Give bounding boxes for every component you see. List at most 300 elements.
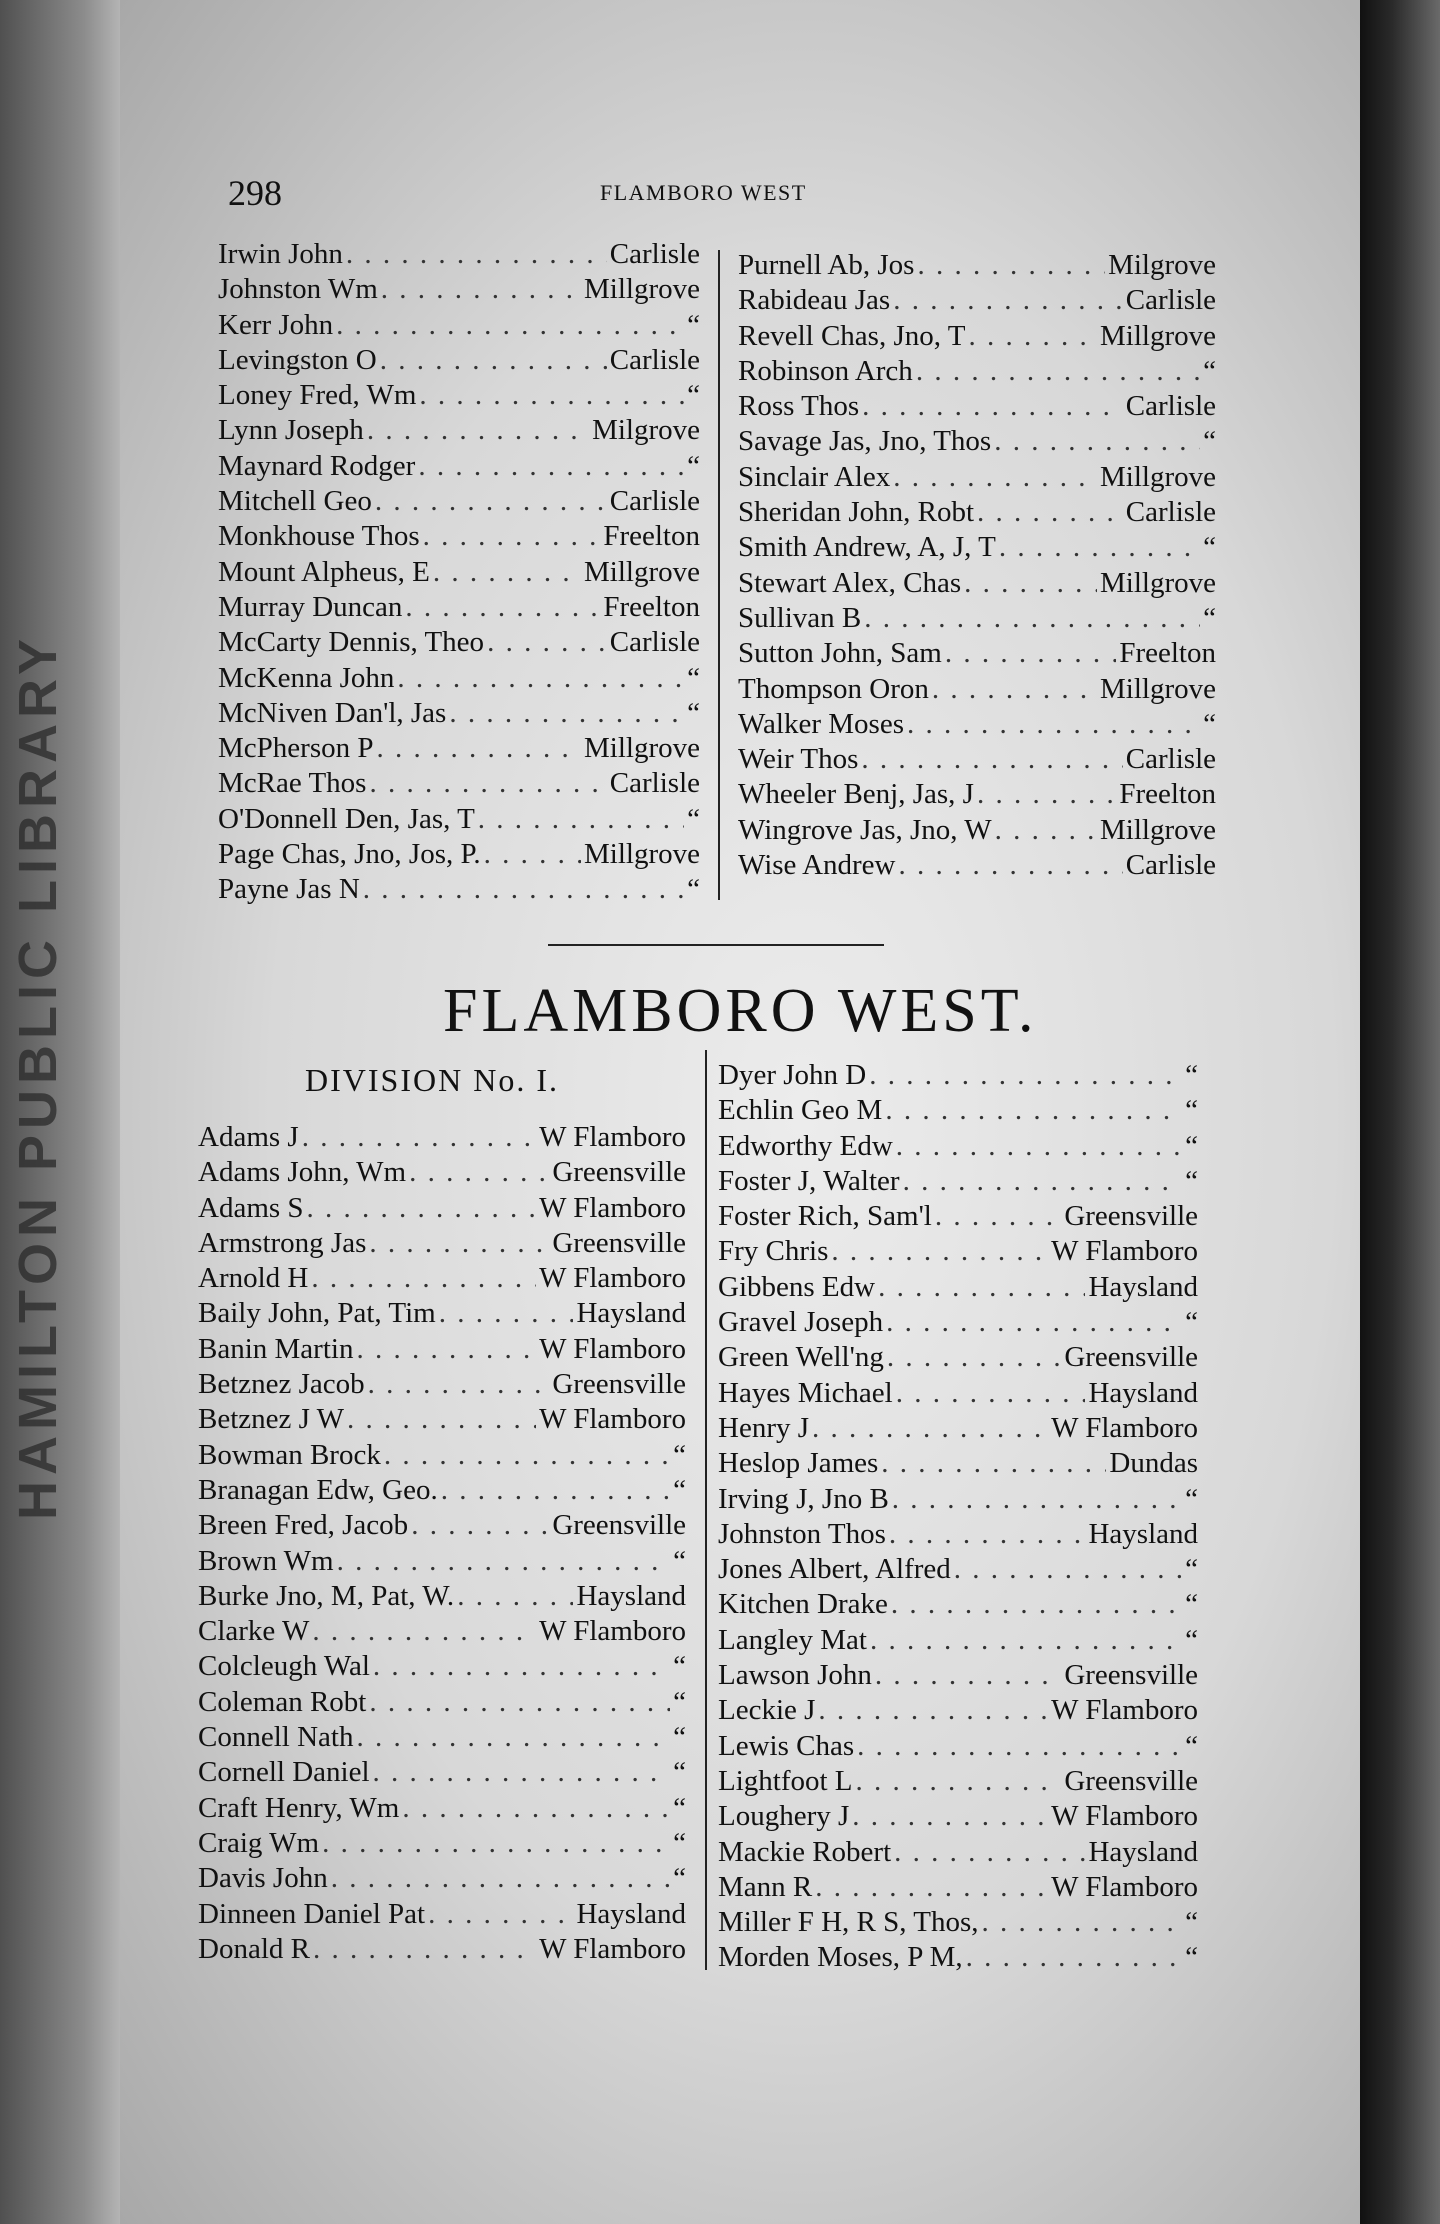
directory-entry <box>718 1870 1198 1905</box>
resident-name: Adams J <box>198 1121 299 1153</box>
dot-leader <box>864 601 1200 636</box>
dot-leader <box>893 460 1097 495</box>
directory-entry <box>738 707 1216 742</box>
dot-leader <box>875 1658 1061 1693</box>
post-office: “ <box>1185 1059 1198 1091</box>
directory-entry <box>218 802 700 837</box>
post-office: Greensville <box>552 1226 686 1259</box>
post-office: Millgrove <box>1100 460 1216 493</box>
directory-entry <box>718 1552 1198 1587</box>
directory-entry <box>738 530 1216 565</box>
directory-entry <box>198 1861 686 1896</box>
dot-leader <box>418 449 684 484</box>
resident-name: Colcleugh Wal <box>198 1650 370 1683</box>
dot-leader <box>380 343 607 378</box>
dot-leader <box>917 248 1105 283</box>
division-heading: DIVISION No. I. <box>305 1062 559 1098</box>
resident-name: Wheeler Benj, Jas, J <box>738 778 974 811</box>
resident-name: Monkhouse Thos <box>218 520 420 553</box>
resident-name: Johnston Thos <box>718 1517 886 1550</box>
directory-entry <box>718 1129 1198 1164</box>
directory-entry <box>718 1234 1198 1269</box>
dot-leader <box>478 802 684 837</box>
post-office: W Flamboro <box>539 1332 686 1365</box>
post-office: Greensville <box>1064 1764 1198 1797</box>
post-office: “ <box>1185 1553 1198 1586</box>
page-number: 298 <box>228 173 282 213</box>
resident-name: Loney Fred, Wm <box>218 379 417 412</box>
directory-entry <box>718 1729 1198 1764</box>
resident-name: Rabideau Jas <box>738 284 891 317</box>
resident-name: Stewart Alex, Chas <box>738 566 962 599</box>
dot-leader <box>869 1058 1182 1093</box>
directory-entry <box>198 1897 686 1932</box>
resident-name: Robinson Arch <box>738 354 913 387</box>
dot-leader <box>815 1870 1048 1905</box>
resident-name: Sinclair Alex <box>738 460 891 493</box>
post-office: Milgrove <box>1108 249 1216 281</box>
post-office: “ <box>1185 1941 1198 1974</box>
resident-name: Adams S <box>198 1191 304 1224</box>
resident-name: Sullivan B <box>738 601 862 634</box>
dot-leader <box>449 696 684 731</box>
dot-leader <box>433 555 581 590</box>
post-office: Haysland <box>1088 1517 1198 1550</box>
directory-entry <box>738 566 1216 601</box>
resident-name: Betznez J W <box>198 1403 345 1436</box>
dot-leader <box>397 661 684 696</box>
dot-leader <box>852 1799 1048 1834</box>
post-office: Millgrove <box>584 273 700 306</box>
post-office: Haysland <box>1088 1376 1198 1409</box>
resident-name: Loughery J <box>718 1800 850 1833</box>
directory-entry <box>218 378 700 413</box>
directory-entry <box>198 1755 686 1790</box>
resident-name: Gibbens Edw <box>718 1270 876 1303</box>
dot-leader <box>907 707 1200 742</box>
resident-name: Levingston O <box>218 343 377 376</box>
directory-entry <box>198 1226 686 1261</box>
directory-entry <box>718 1482 1198 1517</box>
resident-name: McKenna John <box>218 661 395 694</box>
post-office: W Flamboro <box>1051 1411 1198 1444</box>
post-office: Haysland <box>576 1897 686 1930</box>
bottom-right-column <box>718 1058 1198 1976</box>
directory-entry <box>718 1270 1198 1305</box>
dot-leader <box>891 1587 1182 1622</box>
dot-leader <box>861 742 1122 777</box>
directory-entry <box>198 1332 686 1367</box>
directory-entry <box>718 1093 1198 1128</box>
directory-entry <box>198 1261 686 1296</box>
directory-entry <box>218 555 700 590</box>
dot-leader <box>995 813 1097 848</box>
resident-name: Breen Fred, Jacob <box>198 1509 409 1542</box>
dot-leader <box>384 1438 670 1473</box>
post-office: Greensville <box>552 1368 686 1401</box>
dot-leader <box>977 777 1116 812</box>
dot-leader <box>457 1579 573 1614</box>
resident-name: Payne Jas N <box>218 873 360 906</box>
directory-entry <box>738 495 1216 530</box>
post-office: “ <box>1185 1623 1198 1656</box>
post-office: “ <box>1185 1306 1198 1339</box>
resident-name: Johnston Wm <box>218 273 378 306</box>
post-office: “ <box>1185 1094 1198 1127</box>
dot-leader <box>369 1226 549 1261</box>
dot-leader <box>885 1093 1182 1128</box>
post-office: Millgrove <box>1100 813 1216 846</box>
post-office: “ <box>673 1473 686 1506</box>
post-office: Carlisle <box>1125 743 1216 776</box>
resident-name: McCarty Dennis, Theo <box>218 626 485 659</box>
post-office: “ <box>1185 1129 1198 1162</box>
dot-leader <box>376 731 581 766</box>
resident-name: Lewis Chas <box>718 1729 855 1762</box>
post-office: Carlisle <box>609 485 700 518</box>
directory-entry <box>738 777 1216 812</box>
directory-entry <box>718 1517 1198 1552</box>
directory-entry <box>718 1835 1198 1870</box>
resident-name: Dinneen Daniel Pat <box>198 1897 426 1930</box>
directory-entry <box>218 731 700 766</box>
dot-leader <box>994 424 1200 459</box>
dot-leader <box>894 1835 1085 1870</box>
resident-name: Bowman Brock <box>198 1438 381 1471</box>
post-office: “ <box>1185 1906 1198 1939</box>
post-office: “ <box>1203 707 1216 740</box>
directory-entry <box>218 661 700 696</box>
directory-entry <box>718 1587 1198 1622</box>
post-office: “ <box>1203 354 1216 387</box>
dot-leader <box>889 1517 1086 1552</box>
directory-entry <box>198 1685 686 1720</box>
post-office: Milgrove <box>592 414 700 447</box>
dot-leader <box>441 1473 670 1508</box>
resident-name: Betznez Jacob <box>198 1368 365 1401</box>
dot-leader <box>896 1129 1182 1164</box>
post-office: W Flamboro <box>539 1615 686 1648</box>
resident-name: Green Well'ng <box>718 1341 884 1374</box>
resident-name: Fry Chris <box>718 1235 829 1268</box>
directory-entry <box>718 1340 1198 1375</box>
directory-entry <box>738 601 1216 636</box>
resident-name: Leckie J <box>718 1694 816 1727</box>
post-office: “ <box>673 1791 686 1824</box>
resident-name: Page Chas, Jno, Jos, P. <box>218 838 481 871</box>
post-office: Haysland <box>1088 1270 1198 1303</box>
dot-leader <box>878 1270 1085 1305</box>
directory-entry <box>738 672 1216 707</box>
post-office: W Flamboro <box>539 1403 686 1436</box>
directory-entry <box>718 1764 1198 1799</box>
dot-leader <box>870 1623 1182 1658</box>
top-left-column <box>218 237 700 908</box>
running-head: FLAMBORO WEST <box>600 180 807 205</box>
dot-leader <box>964 566 1097 601</box>
resident-name: Mitchell Geo <box>218 485 372 518</box>
directory-entry <box>718 1058 1198 1093</box>
resident-name: Jones Albert, Alfred <box>718 1553 951 1586</box>
resident-name: Murray Duncan <box>218 590 403 623</box>
directory-entry <box>718 1799 1198 1834</box>
directory-entry <box>218 766 700 801</box>
directory-entry <box>718 1164 1198 1199</box>
resident-name: Sutton John, Sam <box>738 637 942 670</box>
directory-entry <box>218 308 700 343</box>
dot-leader <box>818 1693 1048 1728</box>
post-office: Carlisle <box>609 238 700 270</box>
directory-entry <box>218 484 700 519</box>
resident-name: Clarke W <box>198 1615 310 1648</box>
post-office: “ <box>673 1862 686 1895</box>
post-office: “ <box>673 1544 686 1577</box>
top-right-column <box>738 248 1216 883</box>
post-office: Carlisle <box>609 767 700 800</box>
directory-entry <box>738 283 1216 318</box>
dot-leader <box>893 283 1123 318</box>
directory-entry <box>198 1544 686 1579</box>
resident-name: Branagan Edw, Geo. <box>198 1473 438 1506</box>
dot-leader <box>373 1755 671 1790</box>
dot-leader <box>881 1446 1106 1481</box>
resident-name: Revell Chas, Jno, T <box>738 319 966 352</box>
resident-name: McNiven Dan'l, Jas <box>218 696 447 729</box>
directory-entry <box>738 848 1216 883</box>
directory-entry <box>738 248 1216 283</box>
post-office: Greensville <box>1064 1200 1198 1233</box>
resident-name: Wingrove Jas, Jno, W <box>738 813 992 846</box>
dot-leader <box>977 495 1123 530</box>
directory-entry <box>718 1693 1198 1728</box>
dot-leader <box>312 1614 536 1649</box>
directory-entry <box>218 272 700 307</box>
dot-leader <box>954 1552 1182 1587</box>
resident-name: Henry J <box>718 1411 810 1444</box>
resident-name: Weir Thos <box>738 743 859 776</box>
resident-name: Irwin John <box>218 238 343 270</box>
resident-name: Craig Wm <box>198 1826 320 1859</box>
directory-entry <box>218 237 700 272</box>
directory-entry <box>198 1155 686 1190</box>
post-office: “ <box>687 661 700 694</box>
column-rule-top <box>718 250 720 900</box>
directory-entry <box>218 343 700 378</box>
dot-leader <box>892 1482 1182 1517</box>
post-office: Carlisle <box>609 343 700 376</box>
post-office: “ <box>673 1721 686 1754</box>
directory-entry <box>198 1614 686 1649</box>
resident-name: Ross Thos <box>738 390 860 423</box>
resident-name: Irving J, Jno B <box>718 1482 889 1515</box>
resident-name: Brown Wm <box>198 1544 334 1577</box>
directory-entry <box>718 1446 1198 1481</box>
resident-name: Foster J, Walter <box>718 1164 900 1197</box>
post-office: “ <box>1185 1164 1198 1197</box>
resident-name: Adams John, Wm <box>198 1156 407 1189</box>
dot-leader <box>887 1340 1061 1375</box>
directory-entry <box>718 1376 1198 1411</box>
post-office: “ <box>687 449 700 482</box>
directory-entry <box>218 872 700 907</box>
dot-leader <box>302 1120 536 1155</box>
dot-leader <box>313 1932 536 1967</box>
post-office: Greensville <box>552 1156 686 1189</box>
resident-name: Morden Moses, P M, <box>718 1941 963 1974</box>
dot-leader <box>966 1940 1182 1975</box>
resident-name: Banin Martin <box>198 1332 354 1365</box>
dot-leader <box>373 1649 670 1684</box>
post-office: Freelton <box>1119 637 1216 670</box>
directory-entry <box>718 1199 1198 1234</box>
directory-entry <box>218 696 700 731</box>
resident-name: Kitchen Drake <box>718 1588 888 1621</box>
directory-entry <box>738 354 1216 389</box>
post-office: “ <box>687 379 700 412</box>
resident-name: Arnold H <box>198 1262 309 1295</box>
directory-entry <box>198 1579 686 1614</box>
resident-name: Walker Moses <box>738 707 904 740</box>
directory-entry <box>718 1305 1198 1340</box>
resident-name: Purnell Ab, Jos <box>738 249 915 281</box>
directory-entry <box>718 1658 1198 1693</box>
directory-entry <box>218 449 700 484</box>
directory-entry <box>198 1649 686 1684</box>
post-office: “ <box>1203 531 1216 564</box>
dot-leader <box>367 413 589 448</box>
dot-leader <box>311 1261 536 1296</box>
post-office: Freelton <box>1119 778 1216 811</box>
directory-entry <box>218 413 700 448</box>
post-office: W Flamboro <box>539 1191 686 1224</box>
dot-leader <box>999 530 1200 565</box>
dot-leader <box>812 1411 1048 1446</box>
post-office: Haysland <box>576 1579 686 1612</box>
dot-leader <box>916 354 1200 389</box>
post-office: Millgrove <box>584 732 700 765</box>
directory-entry <box>198 1508 686 1543</box>
dot-leader <box>346 237 607 272</box>
directory-entry <box>718 1940 1198 1975</box>
post-office: “ <box>673 1650 686 1683</box>
dot-leader <box>428 1897 573 1932</box>
resident-name: Dyer John D <box>718 1059 867 1091</box>
post-office: Millgrove <box>584 838 700 871</box>
post-office: Carlisle <box>1125 496 1216 529</box>
resident-name: Savage Jas, Jno, Thos <box>738 425 992 458</box>
dot-leader <box>336 308 684 343</box>
dot-leader <box>363 872 684 907</box>
post-office: “ <box>687 696 700 729</box>
post-office: “ <box>1185 1729 1198 1762</box>
resident-name: McPherson P <box>218 732 374 765</box>
post-office: Carlisle <box>609 626 700 659</box>
resident-name: Foster Rich, Sam'l <box>718 1200 932 1233</box>
directory-entry <box>738 460 1216 495</box>
post-office: Carlisle <box>1125 284 1216 317</box>
directory-entry <box>198 1438 686 1473</box>
post-office: “ <box>673 1438 686 1471</box>
dot-leader <box>932 672 1097 707</box>
resident-name: Donald R <box>198 1932 310 1965</box>
directory-entry <box>218 519 700 554</box>
resident-name: Lightfoot L <box>718 1764 853 1797</box>
resident-name: McRae Thos <box>218 767 367 800</box>
resident-name: Langley Mat <box>718 1623 867 1656</box>
post-office: “ <box>687 802 700 835</box>
dot-leader <box>419 378 684 413</box>
dot-leader <box>375 484 607 519</box>
directory-entry <box>738 389 1216 424</box>
post-office: Freelton <box>603 520 700 553</box>
dot-leader <box>356 1332 536 1367</box>
resident-name: Miller F H, R S, Thos, <box>718 1906 979 1939</box>
directory-entry <box>718 1905 1198 1940</box>
bottom-left-column <box>198 1120 686 1967</box>
dot-leader <box>899 848 1123 883</box>
dot-leader <box>411 1508 549 1543</box>
post-office: Millgrove <box>1100 566 1216 599</box>
directory-entry <box>738 319 1216 354</box>
dot-leader <box>381 272 581 307</box>
post-office: Freelton <box>603 590 700 623</box>
dot-leader <box>307 1191 537 1226</box>
directory-entry <box>738 813 1216 848</box>
post-office: “ <box>1185 1482 1198 1515</box>
directory-entry <box>218 625 700 660</box>
directory-entry <box>198 1473 686 1508</box>
post-office: W Flamboro <box>539 1121 686 1153</box>
directory-entry <box>198 1367 686 1402</box>
directory-entry <box>198 1191 686 1226</box>
resident-name: Burke Jno, M, Pat, W. <box>198 1579 455 1612</box>
resident-name: Echlin Geo M <box>718 1094 883 1127</box>
directory-entry <box>738 742 1216 777</box>
dot-leader <box>886 1305 1182 1340</box>
post-office: “ <box>673 1756 686 1789</box>
resident-name: Craft Henry, Wm <box>198 1791 400 1824</box>
resident-name: Cornell Daniel <box>198 1756 370 1789</box>
dot-leader <box>439 1296 574 1331</box>
dot-leader <box>369 1685 670 1720</box>
dot-leader <box>487 625 607 660</box>
dot-leader <box>423 519 601 554</box>
post-office: “ <box>1185 1588 1198 1621</box>
post-office: Greensville <box>1064 1341 1198 1374</box>
dot-leader <box>945 636 1117 671</box>
post-office: Haysland <box>1088 1835 1198 1868</box>
directory-entry <box>198 1120 686 1155</box>
library-stamp: HAMILTON PUBLIC LIBRARY <box>8 633 68 1520</box>
dot-leader <box>982 1905 1183 1940</box>
directory-entry <box>738 424 1216 459</box>
dot-leader <box>935 1199 1061 1234</box>
resident-name: Hayes Michael <box>718 1376 893 1409</box>
resident-name: Edworthy Edw <box>718 1129 893 1162</box>
post-office: “ <box>673 1685 686 1718</box>
dot-leader <box>337 1544 671 1579</box>
resident-name: Davis John <box>198 1862 328 1895</box>
section-divider <box>548 944 884 946</box>
directory-entry <box>198 1932 686 1967</box>
resident-name: Mackie Robert <box>718 1835 892 1868</box>
resident-name: Mount Alpheus, E <box>218 555 430 588</box>
post-office: Millgrove <box>1100 672 1216 705</box>
post-office: Greensville <box>552 1509 686 1542</box>
resident-name: Baily John, Pat, Tim <box>198 1297 436 1330</box>
dot-leader <box>409 1155 549 1190</box>
post-office: Haysland <box>576 1297 686 1330</box>
